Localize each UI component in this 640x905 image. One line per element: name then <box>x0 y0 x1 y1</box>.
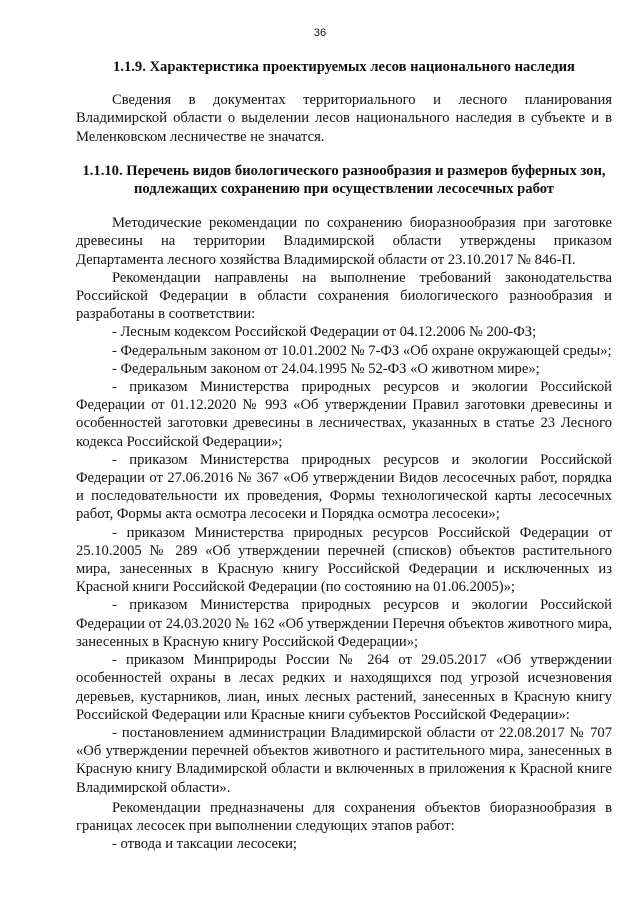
list-item-environment-law: - Федеральным законом от 10.01.2002 № 7-ФЗ «Об охране окружающей среды»; <box>112 342 612 359</box>
list-item-forest-code: - Лесным кодексом Российской Федерации от 04.12.2006 № 200-ФЗ; <box>112 324 537 341</box>
page-number: 36 <box>313 27 327 39</box>
list-item-wildlife-law: - Федеральным законом от 24.04.1995 № 52-ФЗ «О животном мире»; <box>112 360 540 377</box>
section-heading-1-1-10: 1.1.10. Перечень видов биологического разнообразия и размеров буферных зон, подлежащих сохранению при осуществлении лесосечных работ <box>82 162 606 198</box>
list-item-order-367: - приказом Министерства природных ресурсов и экологии Российской Федерации от 27.06.2016 № 367 «Об утверждении Видов лесосечных работ, порядка и последовательности их проведения, Формы технологической карты лесосечных работ, Формы акта осмотра лесосеки и Порядка осмотра лесосеки»; <box>76 451 612 523</box>
paragraph-forests-heritage: Сведения в документах территориального и лесного планирования Владимирской области о выделении лесов национального наследия в субъекте и в Меленковском лесничестве не значатся. <box>76 92 612 145</box>
list-item-allotment: - отвода и таксации лесосеки; <box>112 836 297 853</box>
list-item-order-289: - приказом Министерства природных ресурсов Российской Федерации от 25.10.2005 № 289 «Об утверждении перечней (списков) объектов растительного мира, занесенных в Красную книгу Российской Федерации и исключенных из Красной книги Российской Федерации (по состоянию на 01.06.2005)»; <box>76 524 612 596</box>
paragraph-recommendations: Рекомендации направлены на выполнение требований законодательства Российской Федерации в области сохранения биологического разнообразия и разработаны в соответствии: <box>76 269 612 323</box>
section-heading-1-1-9: 1.1.9. Характеристика проектируемых лесов национального наследия <box>113 59 575 75</box>
paragraph-purpose: Рекомендации предназначены для сохранения объектов биоразнообразия в границах лесосек при выполнении следующих этапов работ: <box>76 799 612 834</box>
list-item-order-162: - приказом Министерства природных ресурсов и экологии Российской Федерации от 24.03.2020 № 162 «Об утверждении Перечня объектов животного мира, занесенных в Красную книгу Российской Федерации»; <box>76 597 612 650</box>
list-item-resolution-707: - постановлением администрации Владимирской области от 22.08.2017 № 707 «Об утверждении перечней объектов животного и растительного мира, занесенных в Красную книгу Владимирской области и включенных в приложения к Красной книге Владимирской области». <box>76 724 612 796</box>
list-item-order-993: - приказом Министерства природных ресурсов и экологии Российской Федерации от 01.12.2020 № 993 «Об утверждении Правил заготовки древесины и особенностей заготовки древесины в лесничествах, указанных в статье 23 Лесного кодекса Российской Федерации»; <box>76 379 612 450</box>
list-item-order-264: - приказом Минприроды России № 264 от 29.05.2017 «Об утверждении особенностей охраны в лесах редких и находящихся под угрозой исчезновения деревьев, кустарников, лиан, иных лесных растений, занесенных в Красную книгу Российской Федерации или Красные книги субъектов Российской Федерации»: <box>76 652 612 723</box>
document-body <box>76 58 612 853</box>
paragraph-guidelines: Методические рекомендации по сохранению биоразнообразия при заготовке древесины на территории Владимирской области утверждены приказом Департамента лесного хозяйства Владимирской области от 23.10.2017 № 846-П. <box>76 215 612 268</box>
